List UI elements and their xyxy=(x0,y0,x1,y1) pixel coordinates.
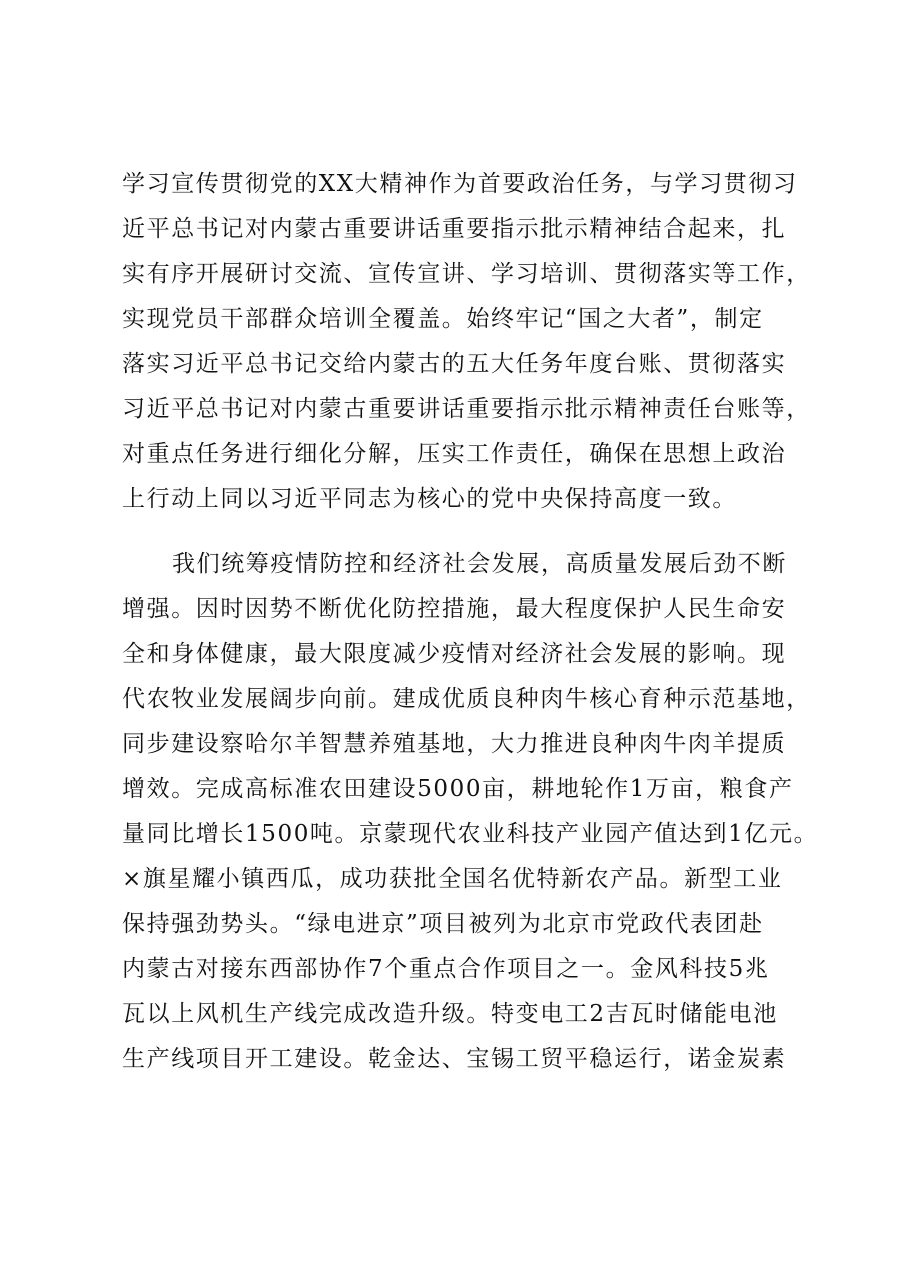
paragraph-2-line-3: 全和身体健康，最大限度减少疫情对经济社会发展的影响。现 xyxy=(122,641,787,667)
paragraph-1-line-1: 学习宣传贯彻党的XX大精神作为首要政治任务，与学习贯彻习 xyxy=(122,171,798,197)
paragraph-1-line-5: 落实习近平总书记交给内蒙古的五大任务年度台账、贯彻落实 xyxy=(122,351,787,377)
paragraph-1-line-8: 上行动上同以习近平同志为核心的党中央保持高度一致。 xyxy=(122,486,737,512)
paragraph-1-line-2: 近平总书记对内蒙古重要讲话重要指示批示精神结合起来，扎 xyxy=(122,216,787,242)
paragraph-1-line-4: 实现党员干部群众培训全覆盖。始终牢记“国之大者”，制定 xyxy=(122,306,764,332)
paragraph-2-line-11: 瓦以上风机生产线完成改造升级。特变电工2吉瓦时储能电池 xyxy=(122,1001,778,1027)
paragraph-2-line-10: 内蒙古对接东西部协作7个重点合作项目之一。金风科技5兆 xyxy=(122,956,770,982)
paragraph-2-line-12: 生产线项目开工建设。乾金达、宝锡工贸平稳运行，诺金炭素 xyxy=(122,1046,787,1072)
paragraph-2-line-7: 量同比增长1500吨。京蒙现代农业科技产业园产值达到1亿元。 xyxy=(122,821,819,847)
paragraph-1-line-7: 对重点任务进行细化分解，压实工作责任，确保在思想上政治 xyxy=(122,441,787,467)
paragraph-1-line-6: 习近平总书记对内蒙古重要讲话重要指示批示精神责任台账等， xyxy=(122,396,811,422)
paragraph-2-line-6: 增效。完成高标准农田建设5000亩，耕地轮作1万亩，粮食产 xyxy=(122,776,794,802)
paragraph-2-line-5: 同步建设察哈尔羊智慧养殖基地，大力推进良种肉牛肉羊提质 xyxy=(122,731,787,757)
paragraph-2-line-8: ×旗星耀小镇西瓜，成功获批全国名优特新农产品。新型工业 xyxy=(122,866,783,892)
paragraph-2-line-1: 我们统筹疫情防控和经济社会发展，高质量发展后劲不断 xyxy=(172,551,787,577)
paragraph-2-line-9: 保持强劲势头。“绿电进京”项目被列为北京市党政代表团赴 xyxy=(122,911,764,937)
paragraph-1-line-3: 实有序开展研讨交流、宣传宣讲、学习培训、贯彻落实等工作， xyxy=(122,261,811,287)
paragraph-2-line-2: 增强。因时因势不断优化防控措施，最大程度保护人民生命安 xyxy=(122,596,787,622)
paragraph-2-line-4: 代农牧业发展阔步向前。建成优质良种肉牛核心育种示范基地， xyxy=(122,686,811,712)
